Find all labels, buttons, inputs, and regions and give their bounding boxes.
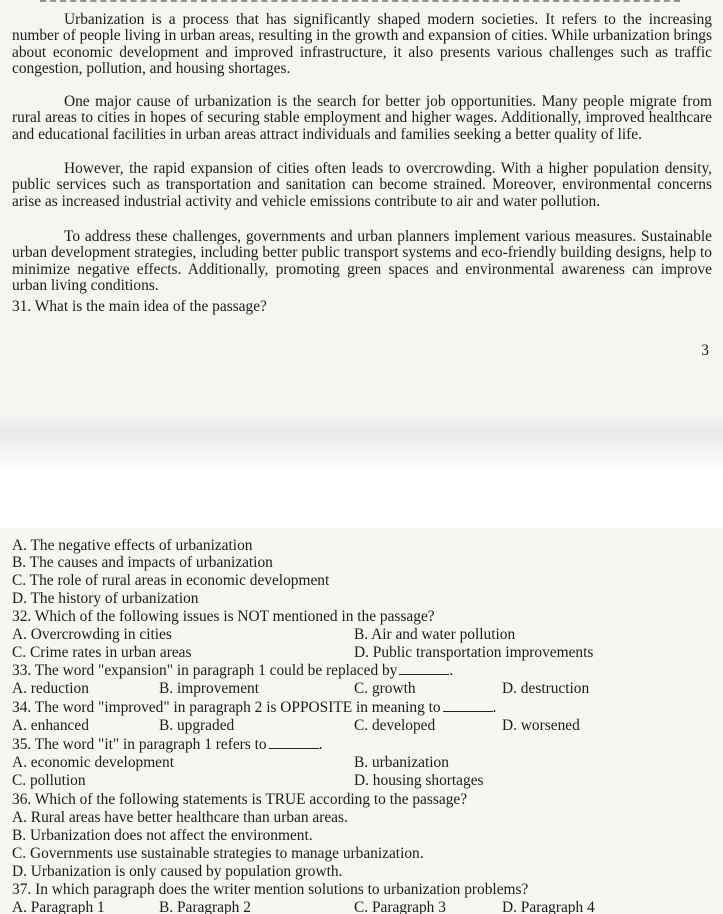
q34-stem-text: 34. The word "improved" in paragraph 2 is OPPOSITE in meaning to [12,699,441,716]
q34-option-a[interactable]: A. enhanced [12,717,89,734]
q37-option-a[interactable]: A. Paragraph 1 [12,899,105,914]
q36-option-d[interactable]: D. Urbanization is only caused by population growth. [12,863,343,880]
q31-option-d[interactable]: D. The history of urbanization [12,590,199,607]
q33-options-row [12,681,712,697]
question-37-stem: 37. In which paragraph does the writer mention solutions to urbanization problems? [12,881,529,898]
page-number: 3 [701,342,709,359]
question-36-stem: 36. Which of the following statements is TRUE according to the passage? [12,791,468,808]
q37-options-row [12,900,712,914]
q33-option-c[interactable]: C. growth [354,680,416,697]
q34-option-c[interactable]: C. developed [354,717,436,734]
q35-option-b[interactable]: B. urbanization [354,754,449,771]
answer-blank [443,700,493,712]
q35-stem-text: 35. The word "it" in paragraph 1 refers to [12,736,267,753]
q33-option-a[interactable]: A. reduction [12,680,89,697]
q34-option-b[interactable]: B. upgraded [159,717,235,734]
page-upper-section [0,0,723,415]
question-33-stem: 33. The word "expansion" in paragraph 1 could be replaced by . [12,662,454,679]
q36-option-a[interactable]: A. Rural areas have better healthcare than urban areas. [12,809,348,826]
q32-options-row-2 [12,645,712,661]
q34-option-d[interactable]: D. worsened [502,717,580,734]
answer-blank [399,663,449,675]
q31-option-a[interactable]: A. The negative effects of urbanization [12,537,253,554]
paragraph-2: One major cause of urbanization is the search for better job opportunities. Many people migrate from rural areas to cities in hopes of securing stable employment and higher wages. Additionally, improved healthcare and educational facilities in urban areas attract individuals and families seeking a better quality of life. [12,93,712,143]
q35-options-row-1 [12,755,712,771]
q31-option-b[interactable]: B. The causes and impacts of urbanization [12,554,273,571]
question-32-stem: 32. Which of the following issues is NOT mentioned in the passage? [12,608,435,625]
q37-option-d[interactable]: D. Paragraph 4 [502,899,595,914]
q35-option-a[interactable]: A. economic development [12,754,174,771]
q32-option-c[interactable]: C. Crime rates in urban areas [12,644,192,661]
q34-options-row [12,718,712,734]
page-break [0,415,723,528]
q37-option-b[interactable]: B. Paragraph 2 [159,899,251,914]
q36-option-b[interactable]: B. Urbanization does not affect the environment. [12,827,313,844]
q32-options-row-1 [12,627,712,643]
page-lower-section [0,528,723,914]
q32-option-d[interactable]: D. Public transportation improvements [354,644,594,661]
question-35-stem: 35. The word "it" in paragraph 1 refers to . [12,736,323,753]
q32-option-b[interactable]: B. Air and water pollution [354,626,516,643]
paragraph-4: To address these challenges, governments and urban planners implement various measures. Sustainable urban development strategies, including better public transport systems and eco-friendly building designs, help to minimize negative effects. Additionally, promoting green spaces and environmental awareness can improve urban living conditions. [12,228,712,294]
paragraph-3: However, the rapid expansion of cities often leads to overcrowding. With a higher population density, public services such as transportation and sanitation can become strained. Moreover, environmental concerns arise as increased industrial activity and vehicle emissions contribute to air and water pollution. [12,160,712,210]
q33-option-d[interactable]: D. destruction [502,680,590,697]
q35-option-c[interactable]: C. pollution [12,772,86,789]
q36-option-c[interactable]: C. Governments use sustainable strategies to manage urbanization. [12,845,424,862]
answer-blank [269,737,319,749]
q33-option-b[interactable]: B. improvement [159,680,260,697]
q33-stem-text: 33. The word "expansion" in paragraph 1 could be replaced by [12,662,398,679]
q31-option-c[interactable]: C. The role of rural areas in economic development [12,572,330,589]
q37-option-c[interactable]: C. Paragraph 3 [354,899,446,914]
q35-option-d[interactable]: D. housing shortages [354,772,484,789]
paragraph-1: Urbanization is a process that has significantly shaped modern societies. It refers to the increasing number of people living in urban areas, resulting in the growth and expansion of cities. While urbanization brings about economic development and improved infrastructure, it also presents various challenges such as traffic congestion, pollution, and housing shortages. [12,11,712,77]
q35-options-row-2 [12,773,712,789]
question-31-stem: 31. What is the main idea of the passage? [12,298,267,315]
cut-off-line [40,0,680,5]
q32-option-a[interactable]: A. Overcrowding in cities [12,626,172,643]
question-34-stem: 34. The word "improved" in paragraph 2 is OPPOSITE in meaning to . [12,699,497,716]
